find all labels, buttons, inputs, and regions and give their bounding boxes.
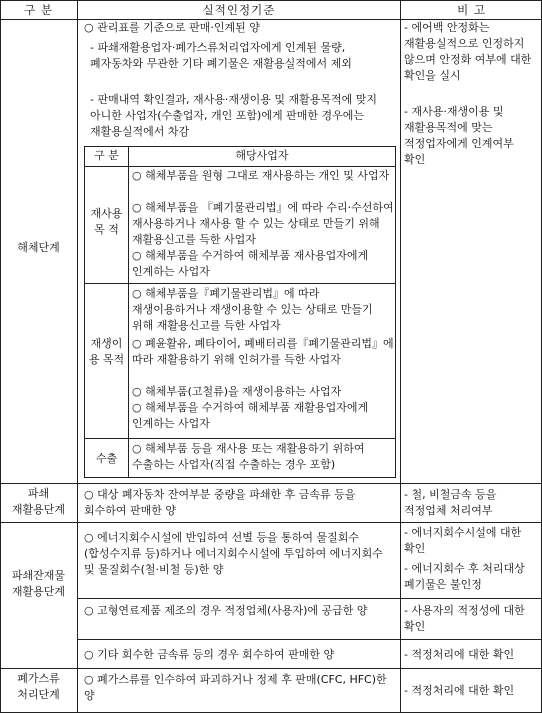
inner-header-business: 해당사업자	[235, 149, 289, 162]
inner-row-reuse-category: 재사용 목 적	[90, 207, 123, 236]
row-divider-dismantle	[0, 483, 542, 484]
col-divider-1	[77, 0, 78, 713]
inner-row-divider-2	[84, 438, 396, 439]
inner-row-divider-1	[84, 283, 396, 284]
residue-1-remark-2: - 에너지회수 후 처리대상 폐기물은 불인정	[404, 562, 525, 591]
inner-header-category: 구 분	[94, 149, 119, 162]
stage-label-gas: 폐가스류 처리단계	[17, 672, 60, 701]
inner-row-export-category: 수출	[95, 452, 118, 465]
dismantle-remark-1: - 에어백 안정화는 재활용실적으로 인정하지 않으며 안정화 여부에 대한 확인을 실시	[404, 21, 532, 82]
dismantle-main: ○ 관리표를 기준으로 판매·인계된 양	[84, 21, 260, 34]
header-remarks: 비 고	[457, 3, 486, 17]
stage-label-dismantle: 해체단계	[17, 241, 60, 254]
row-divider-shred	[0, 522, 542, 523]
shred-remark: - 철, 비철금속 등을 적정업체 처리여부	[404, 488, 497, 517]
shred-main: ○ 대상 폐자동차 잔여부분 중량을 파쇄한 후 금속류 등을 회수하여 판매한 양	[84, 488, 356, 517]
inner-row-export-item-1: ○ 해체부품 등을 재사용 또는 재활용하기 위하여 수출하는 사업자(직접 수출하는 경우 포함)	[132, 442, 365, 471]
residue-3-remark-1: - 적정처리에 대한 확인	[404, 648, 515, 661]
residue-divider-2	[77, 639, 542, 640]
gas-remark: - 적정처리에 대한 확인	[404, 684, 515, 697]
residue-1-main: ○ 에너지회수시설에 반입하여 선별 등을 통하여 물질회수(합성수지류 등)하거나 에너지회수시설에 투입하여 에너지회수 및 물질회수(철·비철 등)한 양	[84, 531, 383, 576]
inner-header-divider	[84, 166, 396, 167]
dismantle-sub2: - 판매내역 확인결과, 재사용·재생이용 및 재활용목적에 맞지 아니한 사업자(수출업자, 개인 포함)에게 판매한 경우에는 재활용실적에서 차감	[90, 93, 377, 138]
inner-row-recycle-item-1: ○ 해체부품을『폐기물관리법』에 따라 재생이용하거나 재생이용할 수 있는 상태로 만들기 위해 재활용신고를 득한 사업자	[132, 287, 373, 332]
inner-row-reuse-item-2: ○ 해체부품을 『폐기물관리법』에 따라 수리·수선하여 재사용하거나 재사용 할 수 있는 상태로 만들기 위해 재활용신고를 득한 사업자	[132, 201, 394, 246]
residue-divider-1	[77, 598, 542, 599]
inner-row-reuse-item-1: ○ 해체부품을 원형 그대로 재사용하는 개인 및 사업자	[132, 169, 390, 182]
residue-2-main: ○ 고형연료제품 제조의 경우 적정업체(사용자)에 공급한 양	[84, 604, 368, 617]
residue-1-remark-1: - 에너지회수시설에 대한 확인	[404, 526, 522, 555]
row-divider-residue	[0, 668, 542, 669]
header-category: 구 분	[24, 3, 53, 17]
inner-row-reuse-item-3: ○ 해체부품을 수거하여 해체부품 재사용업자에게 인계하는 사업자	[132, 249, 369, 278]
inner-row-recycle-item-3: ○ 해체부품(고철류)을 재생이용하는 사업자	[132, 385, 342, 398]
inner-row-recycle-item-2: ○ 폐윤활유, 폐타이어, 폐배터리를『폐기물관리법』에 따라 재활용하기 위해 인허가를 득한 사업자	[132, 337, 394, 366]
residue-3-main: ○ 기타 회수한 금속류 등의 경우 회수하여 판매한 양	[84, 648, 335, 661]
col-divider-2	[400, 0, 401, 713]
residue-2-remark-1: - 사용자의 적정성에 대한 확인	[404, 604, 525, 633]
stage-label-residue: 파쇄잔재물 재활용단계	[11, 569, 66, 598]
inner-row-recycle-category: 재생이용 목적	[88, 337, 125, 366]
stage-label-shred: 파쇄 재활용단계	[11, 487, 66, 516]
gas-main: ○ 폐가스류를 인수하여 파괴하거나 정제 후 판매(CFC, HFC)한 양	[84, 673, 387, 702]
inner-row-recycle-item-4: ○ 해체부품을 수거하여 해체부품 재활용업자에게 인계하는 사업자	[132, 401, 369, 430]
dismantle-remark-2: - 재사용·재생이용 및 재활용목적에 맞는 적정업자에게 인계여부 확인	[404, 105, 514, 166]
dismantle-sub1: - 파쇄재활용업자·폐가스류처리업자에게 인계된 물량, 폐자동차와 무관한 기타 폐기물은 재활용실적에서 제외	[90, 41, 352, 70]
inner-col-divider	[128, 146, 129, 478]
header-criteria: 실적인정기준	[202, 3, 276, 17]
